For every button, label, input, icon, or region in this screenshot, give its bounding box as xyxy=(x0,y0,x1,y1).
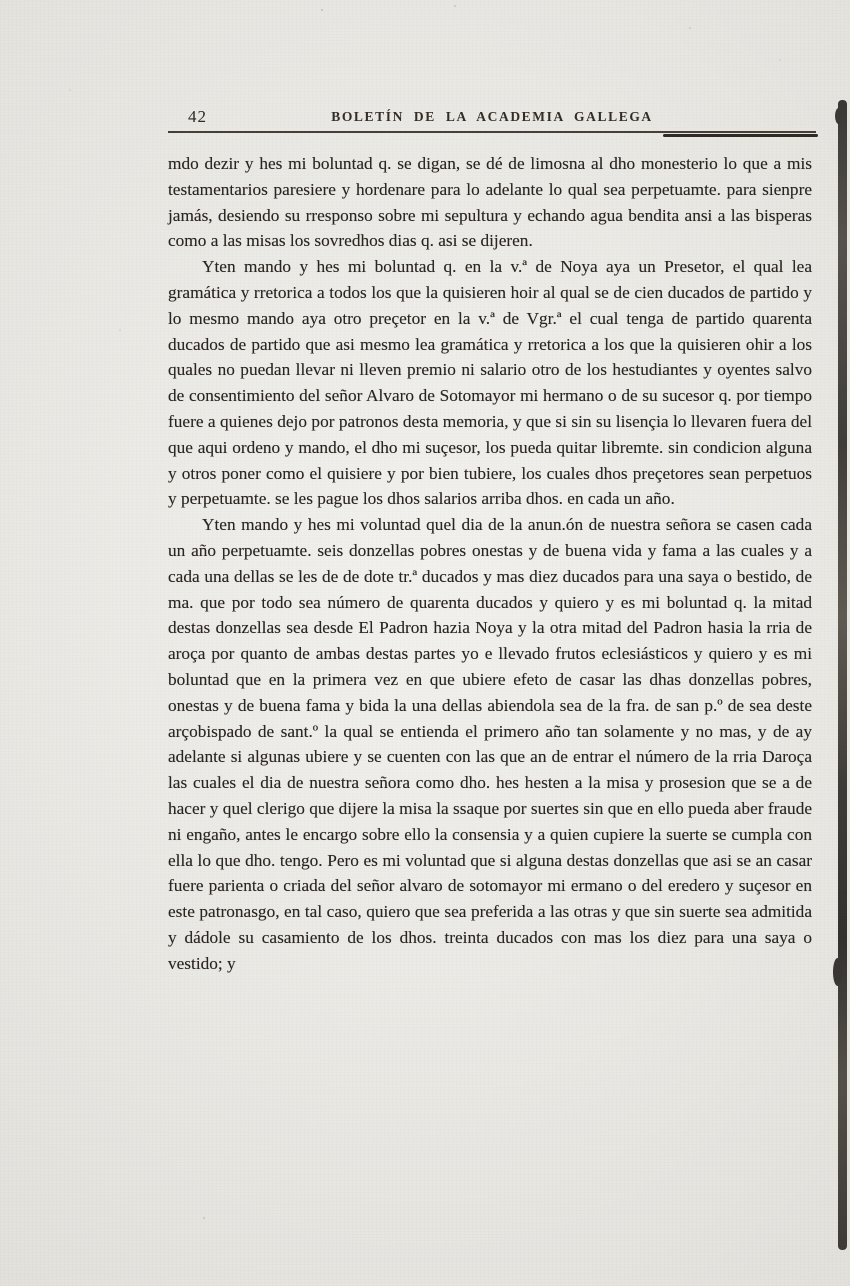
paragraph-3: Yten mando y hes mi voluntad quel dia de la anun.ón de nuestra señora se casen cada un año perpetuamte. seis donzellas pobres onestas y de buena vida y fama a las cuales y a cada una dellas se les de de dote tr.ª ducados y mas diez ducados para una saya o bestido, de ma. que por todo sea número de quarenta ducados y quiero y es mi boluntad q. la mitad destas donzellas sea desde El Padron hazia Noya y la otra mitad del Padron hasia la rria de aroça por quanto de ambas destas partes yo e llevado frutos eclesiásticos y quiero y es mi boluntad que en la primera vez en que ubiere efeto de casar las dhas donzellas pobres, onestas y de buena fama y bida la una dellas abiendola sea de la fra. de san p.º de sea deste arçobispado de sant.º la qual se entienda el primero año tan solamente y no mas, y de ay adelante si algunas ubiere y se cuenten con las que an de entrar el número de la rria Daroça las cuales el dia de nuestra señora como dho. hes hesten a la misa y prosesion que se a de hacer y quel clerigo que dijere la misa la ssaque por suertes sin que en ello pueda aber fraude ni engaño, antes le encargo sobre ello la consensia y a quien cupiere la suerte se cumpla con ella lo que dho. tengo. Pero es mi voluntad que si alguna destas donzellas que asi se an casar fuere parienta o criada del señor alvaro de sotomayor mi ermano o del eredero y suçesor en este patronasgo, en tal caso, quiero que sea preferida a las otras y que sin suerte sea admitida y dádole su casamiento de los dhos. treinta ducados con mas los diez para una saya o vestido; y xyxy=(168,515,812,973)
paragraph-2: Yten mando y hes mi boluntad q. en la v.ª de Noya aya un Presetor, el qual lea gramática y rretorica a todos los que la quisieren hoir al qual se de cien ducados de partido y lo mesmo mando aya otro preçetor en la v.ª de Vgr.ª el cual tenga de partido quarenta ducados de partido que asi mesmo lea gramática y rretorica a los que la quisieren ohir a los quales no puedan llevar ni lleven premio ni salario otro de los hestudiantes y oyentes salvo de consentimiento del señor Alvaro de Sotomayor mi hermano o de su sucesor q. por tiempo fuere a quienes dejo por patronos desta memoria, y que si sin su lisençia lo llevaren fuera del que aqui ordeno y mando, el dho mi suçesor, los pueda quitar libremte. sin condicion alguna y otros poner como el quisiere y por bien tubiere, los cuales dhos preçetores sean perpetuos y perpetuamte. se les pague los dhos salarios arriba dhos. en cada un año. xyxy=(168,257,812,509)
header-rule xyxy=(168,131,816,133)
paragraph-1: mdo dezir y hes mi boluntad q. se digan, se dé de limosna al dho monesterio lo que a mis testamentarios paresiere y hordenare para lo adelante lo qual sea perpetuamte. para sienpre jamás, desiendo su rresponso sobre mi sepultura y echando agua bendita ansi a las bisperas como a las misas los sovredhos dias q. asi se dijeren. xyxy=(168,154,812,251)
body-text xyxy=(168,151,812,977)
scan-binding-shadow xyxy=(838,100,847,1250)
page-number: 42 xyxy=(188,107,207,126)
journal-title: BOLETÍN DE LA ACADEMIA GALLEGA xyxy=(331,109,653,124)
page-header xyxy=(168,105,816,129)
